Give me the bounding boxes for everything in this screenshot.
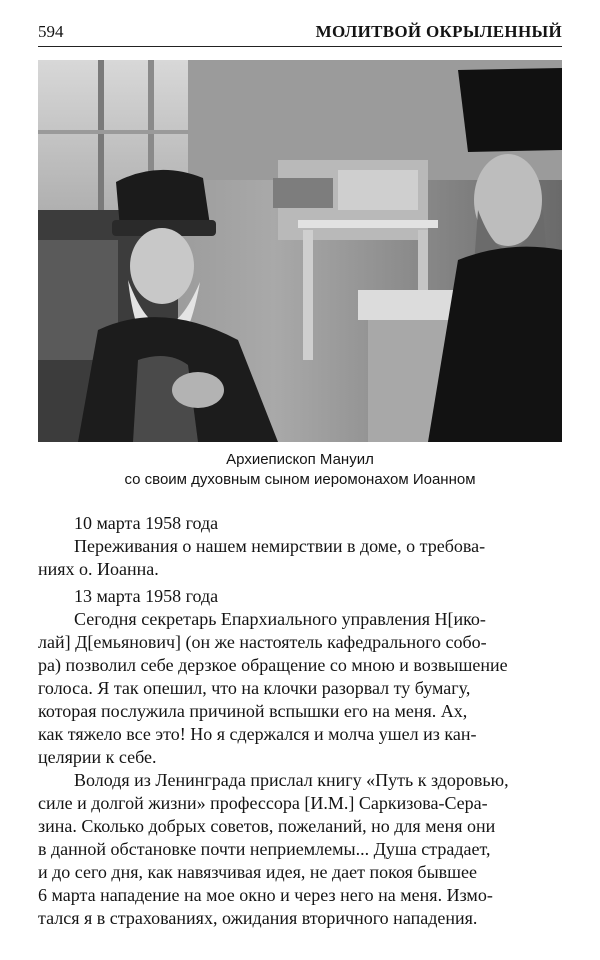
text-line: голоса. Я так опешил, что на клочки разорвал ту бумагу, xyxy=(38,678,471,698)
text-line: Володя из Ленинграда прислал книгу «Путь к здоровью, xyxy=(74,770,509,790)
text-line: силе и долгой жизни» профессора [И.М.] Саркизова-Сера- xyxy=(38,793,488,813)
text-line: ниях о. Иоанна. xyxy=(38,559,159,579)
text-line: целярии к себе. xyxy=(38,747,157,767)
text-line: в данной обстановке почти неприемлемы... Душа страдает, xyxy=(38,839,491,859)
paragraph xyxy=(38,608,562,769)
text-line: лай] Д[емьянович] (он же настоятель кафедрального собо- xyxy=(38,632,487,652)
text-line: зина. Сколько добрых советов, пожеланий, но для меня они xyxy=(38,816,496,836)
photo-archbishop-and-hieromonk xyxy=(38,60,562,442)
page-number: 594 xyxy=(38,22,64,41)
paragraph xyxy=(38,535,562,581)
caption-line-2: со своим духовным сыном иеромонахом Иоанном xyxy=(124,471,476,488)
text-line: ра) позволил себе дерзкое обращение со мною и возвышение xyxy=(38,655,508,675)
photograph xyxy=(38,60,562,442)
text-line: 6 марта нападение на мое окно и через него на меня. Измо- xyxy=(38,885,493,905)
running-title: МОЛИТВОЙ ОКРЫЛЕННЫЙ xyxy=(315,22,562,41)
text-line: как тяжело все это! Но я сдержался и молча ушел из кан- xyxy=(38,724,477,744)
entry-date: 13 марта 1958 года xyxy=(74,586,219,606)
caption-line-1: Архиепископ Мануил xyxy=(226,451,374,468)
text-line: и до сего дня, как навязчивая идея, не дает покоя бывшее xyxy=(38,862,478,882)
text-line: Сегодня секретарь Епархиального управления Н[ико- xyxy=(74,609,486,629)
running-header xyxy=(38,20,562,47)
entry-date: 10 марта 1958 года xyxy=(74,513,219,533)
paragraph xyxy=(38,769,562,930)
text-line: которая послужила причиной вспышки его на меня. Ах, xyxy=(38,701,468,721)
photo-caption xyxy=(38,450,562,490)
text-line: тался я в страхованиях, ожидания вторичного нападения. xyxy=(38,908,478,928)
diary-text xyxy=(38,512,562,930)
text-line: Переживания о нашем немирствии в доме, о требова- xyxy=(74,536,486,556)
